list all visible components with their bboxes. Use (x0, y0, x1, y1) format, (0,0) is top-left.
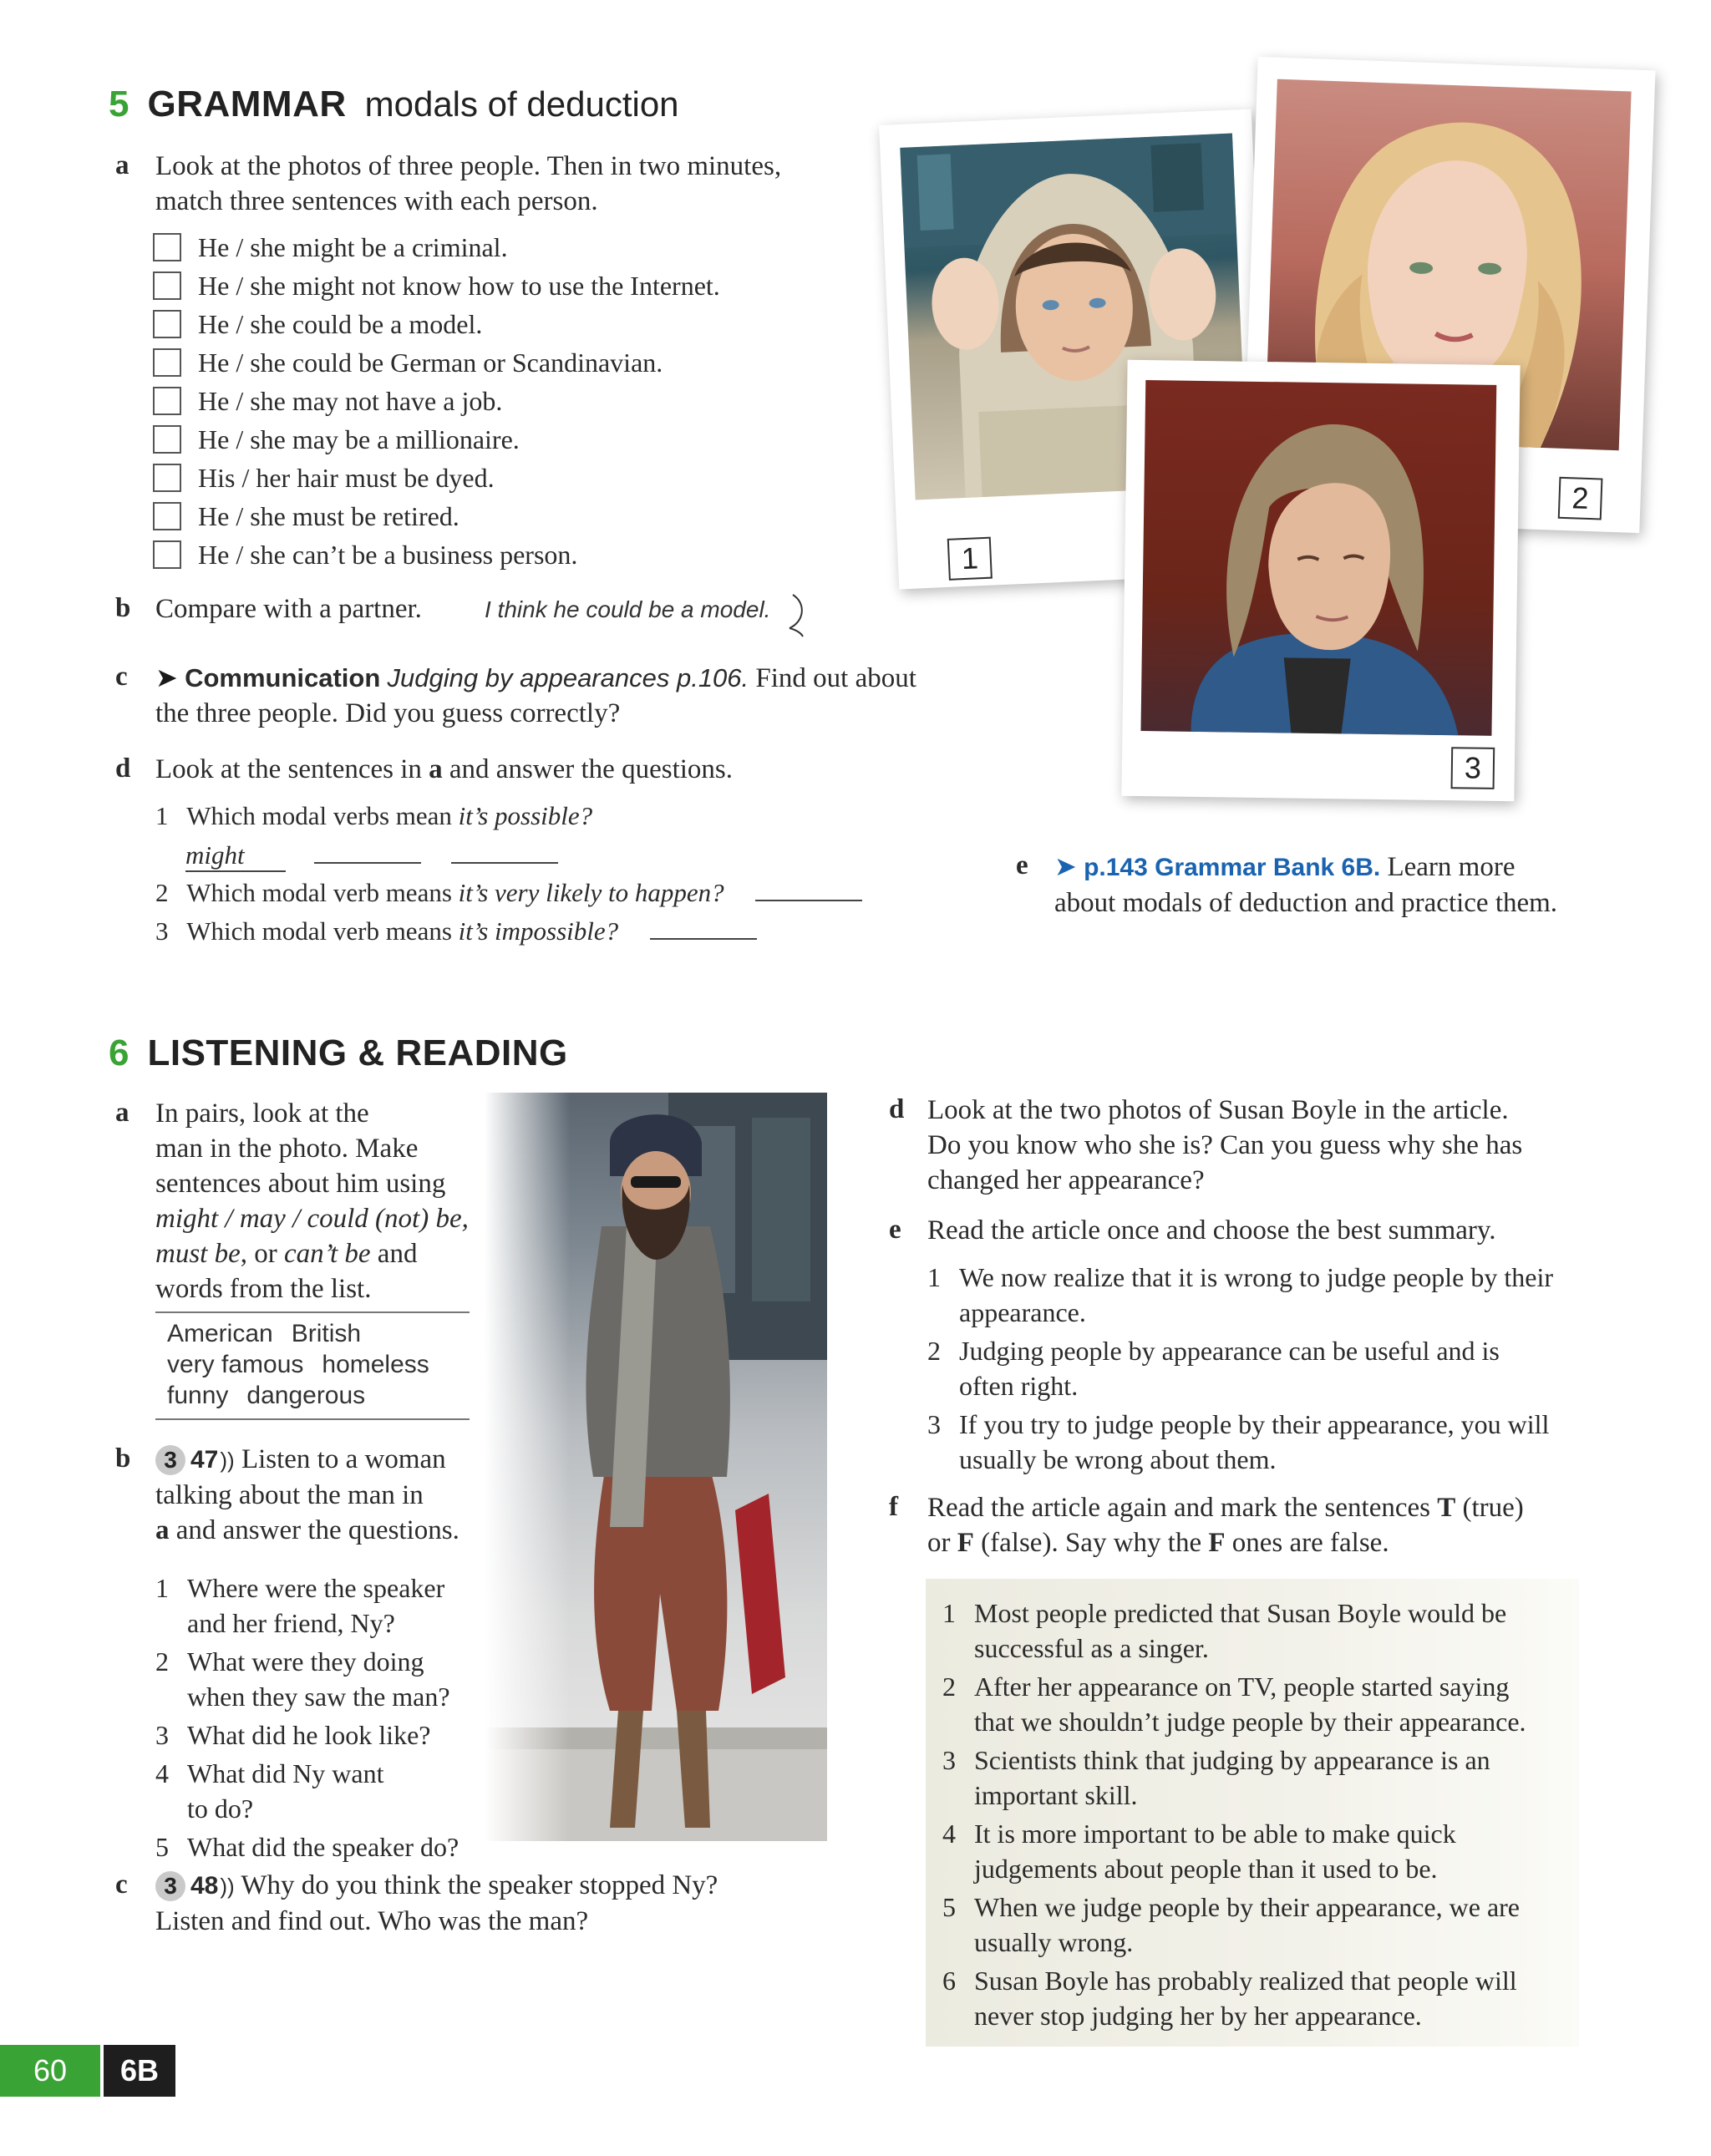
checklist-item (153, 307, 482, 341)
question-text: What were they doing (187, 1646, 424, 1677)
checklist-item (153, 423, 520, 456)
word-list (167, 1318, 429, 1411)
statement-item (942, 1816, 1526, 1886)
word-list-item: very famous (167, 1351, 304, 1378)
question-number: 1 (155, 801, 169, 830)
exercise-letter-e: e (889, 1215, 901, 1245)
listening-questions (155, 1570, 459, 1864)
checklist-text: He / she might be a criminal. (198, 231, 508, 262)
exercise-6c-text (155, 1868, 718, 1939)
audio-track-number: 47 (190, 1446, 219, 1474)
answer-blank[interactable] (650, 915, 757, 940)
question-number: 3 (155, 1720, 169, 1750)
checklist-item (153, 346, 663, 379)
exercise-letter-d: d (115, 753, 131, 784)
checklist-text: He / she might not know how to use the Internet. (198, 270, 720, 301)
exercise-5a-instructions (155, 149, 874, 219)
instruction-line: sentences about him using (155, 1169, 446, 1199)
summary-option[interactable] (927, 1407, 1553, 1477)
checkbox[interactable] (153, 348, 181, 377)
statement-text: It is more important to be able to make quick (974, 1819, 1456, 1849)
question-number: 3 (155, 916, 169, 946)
question-text: Which modal verbs mean (186, 801, 459, 830)
unit-label: 6B (104, 2045, 175, 2097)
instruction-text: Learn more (1380, 852, 1516, 882)
instruction-text: , or (240, 1239, 284, 1269)
listening-question (155, 1570, 459, 1641)
option-number: 2 (927, 1336, 941, 1366)
checklist-text: He / she must be retired. (198, 500, 459, 531)
grammar-bank-link[interactable]: p.143 Grammar Bank 6B. (1084, 854, 1381, 881)
photo-older-woman (1140, 380, 1496, 736)
option-text: often right. (959, 1371, 1079, 1401)
question-2 (155, 875, 862, 911)
sound-icon: )) (220, 1448, 235, 1473)
statement-item (942, 1963, 1526, 2033)
statement-text: usually wrong. (974, 1927, 1134, 1957)
summary-options (927, 1260, 1553, 1477)
instruction-italic: must be (155, 1239, 241, 1269)
exercise-5d-intro (155, 752, 733, 787)
checkbox[interactable] (153, 425, 181, 454)
photo-man-street (485, 1093, 827, 1841)
question-1 (155, 799, 592, 834)
question-italic: it’s very likely to happen? (458, 878, 724, 907)
instruction-line: In pairs, look at the (155, 1098, 369, 1129)
instruction-bold: T (1437, 1493, 1456, 1523)
instruction-text: Read the article again and mark the sentences (927, 1493, 1438, 1523)
answer-blank[interactable] (755, 876, 862, 901)
statement-number: 4 (942, 1819, 956, 1849)
instruction-line: about modals of deduction and practice them. (1054, 888, 1558, 918)
divider (155, 1311, 470, 1313)
checkbox[interactable] (153, 502, 181, 530)
checkbox[interactable] (153, 310, 181, 338)
checkbox[interactable] (153, 387, 181, 415)
instruction-line: Look at the photos of three people. Then in two minutes, (155, 151, 782, 181)
arrow-icon: ➤ (1054, 850, 1077, 882)
answer-blank[interactable] (314, 839, 421, 864)
statement-text: Most people predicted that Susan Boyle would be (974, 1598, 1507, 1628)
question-text: What did the speaker do? (187, 1832, 459, 1862)
question-text: What did he look like? (187, 1720, 431, 1750)
instruction-bold: F (1208, 1528, 1226, 1558)
statement-text: important skill. (974, 1780, 1138, 1810)
checklist-text: He / she can’t be a business person. (198, 539, 578, 570)
option-text: We now realize that it is wrong to judge people by their (959, 1262, 1553, 1292)
instruction-text: ones are false. (1225, 1528, 1389, 1558)
word-list-item: British (291, 1320, 362, 1347)
statement-item (942, 1669, 1526, 1739)
checklist-text: He / she may be a millionaire. (198, 424, 520, 454)
question-number: 1 (155, 1573, 169, 1603)
word-list-item: funny (167, 1382, 229, 1409)
photo-card-3 (1121, 360, 1520, 802)
checklist-item (153, 269, 720, 302)
instruction-text: and (370, 1239, 418, 1269)
statement-text: that we shouldn’t judge people by their appearance. (974, 1707, 1526, 1737)
instruction-text: or (927, 1528, 957, 1558)
page-number: 60 (0, 2045, 100, 2097)
question-number: 2 (155, 878, 169, 907)
photo-number-label: 2 (1558, 477, 1603, 520)
question-3 (155, 914, 757, 949)
instruction-line: Look at the two photos of Susan Boyle in the article. (927, 1095, 1509, 1125)
question-number: 5 (155, 1832, 169, 1862)
question-text: Which modal verb means (186, 916, 459, 946)
checklist-text: He / she could be a model. (198, 308, 483, 339)
question-text: Where were the speaker (187, 1573, 445, 1603)
word-list-item: American (167, 1320, 273, 1347)
section-subtitle: modals of deduction (364, 84, 679, 124)
listening-question (155, 1644, 459, 1714)
audio-track-badge[interactable] (155, 1869, 235, 1904)
section-number: 6 (109, 1032, 129, 1073)
exercise-6f-intro (927, 1490, 1524, 1560)
statement-item (942, 1595, 1526, 1666)
checklist-item (153, 231, 508, 264)
checklist-item (153, 384, 502, 418)
arrow-icon: ➤ (155, 662, 178, 693)
statement-number: 5 (942, 1892, 956, 1922)
question-text: when they saw the man? (187, 1682, 450, 1712)
listening-question (155, 1717, 459, 1753)
word-list-item: homeless (322, 1351, 429, 1378)
instruction-text: (false). Say why the (973, 1528, 1209, 1558)
exercise-letter-b: b (115, 593, 131, 623)
audio-cd-number: 3 (155, 1871, 185, 1901)
statement-text: Susan Boyle has probably realized that people will (974, 1966, 1517, 1996)
word-list-item: dangerous (246, 1382, 366, 1409)
checkbox[interactable] (153, 540, 181, 569)
question-text: to do? (187, 1793, 254, 1824)
question-text: Which modal verb means (186, 878, 459, 907)
option-text: Judging people by appearance can be useful and is (959, 1336, 1500, 1366)
audio-track-number: 48 (190, 1872, 219, 1900)
sound-icon: )) (220, 1874, 235, 1899)
exercise-6b-text (155, 1442, 459, 1548)
exercise-letter-b: b (115, 1443, 131, 1474)
exercise-6a-text (155, 1096, 490, 1306)
checkbox[interactable] (153, 233, 181, 261)
checklist-text: He / she may not have a job. (198, 385, 503, 416)
instruction-line: Do you know who she is? Can you guess why she has (927, 1130, 1523, 1160)
exercise-letter-a: a (115, 150, 129, 180)
answer-example: might (185, 840, 286, 872)
exercise-5c-text (155, 660, 974, 731)
question-italic: it’s impossible? (458, 916, 619, 946)
exercise-letter-f: f (889, 1492, 898, 1522)
statement-text: Scientists think that judging by appearance is an (974, 1745, 1490, 1775)
statement-text: After her appearance on TV, people started saying (974, 1672, 1510, 1702)
exercise-5e-text (1054, 849, 1557, 921)
statement-text: judgements about people than it used to be. (974, 1854, 1438, 1884)
communication-link[interactable]: Communication (185, 663, 381, 692)
question-number: 4 (155, 1758, 169, 1788)
question-number: 2 (155, 1646, 169, 1677)
summary-option[interactable] (927, 1260, 1553, 1330)
checkbox[interactable] (153, 271, 181, 300)
option-text: appearance. (959, 1297, 1086, 1327)
exercise-5b-text: Compare with a partner. (155, 594, 422, 624)
section-5-heading (109, 84, 679, 134)
question-text: and her friend, Ny? (187, 1608, 395, 1638)
exercise-letter-c: c (115, 662, 128, 692)
exercise-letter-e: e (1016, 850, 1028, 880)
speech-example: I think he could be a model. (485, 596, 771, 622)
answer-blanks-1 (185, 839, 558, 872)
photo-number-label: 1 (947, 537, 993, 581)
instruction-line: changed her appearance? (927, 1165, 1205, 1195)
statement-text: never stop judging her by her appearance. (974, 2001, 1422, 2031)
divider (155, 1418, 470, 1420)
section-number: 5 (109, 84, 129, 124)
statement-item (942, 1743, 1526, 1813)
audio-track-badge[interactable] (155, 1443, 235, 1478)
option-number: 1 (927, 1262, 941, 1292)
section-title: GRAMMAR (147, 84, 347, 124)
photo-number-label: 3 (1451, 747, 1495, 789)
option-text: If you try to judge people by their appearance, you will (959, 1409, 1550, 1439)
statement-item (942, 1890, 1526, 1960)
exercise-letter-c: c (115, 1869, 128, 1900)
instruction-text: Why do you think the speaker stopped Ny? (234, 1870, 718, 1900)
instruction-text: and answer the questions. (442, 754, 733, 784)
audio-cd-number: 3 (155, 1445, 185, 1475)
summary-option[interactable] (927, 1333, 1553, 1403)
checklist-item (153, 500, 459, 533)
exercise-letter-a: a (115, 1098, 129, 1128)
listening-question (155, 1756, 459, 1826)
instruction-line: Listen and find out. Who was the man? (155, 1906, 589, 1936)
statement-number: 1 (942, 1598, 956, 1628)
statement-number: 6 (942, 1966, 956, 1996)
checkbox[interactable] (153, 464, 181, 492)
option-text: usually be wrong about them. (959, 1444, 1277, 1474)
section-6-heading (109, 1032, 568, 1083)
instruction-bold: a (429, 754, 443, 784)
statement-text: When we judge people by their appearance, we are (974, 1892, 1520, 1922)
checklist-text: His / her hair must be dyed. (198, 462, 495, 493)
exercise-6d-text (927, 1093, 1522, 1198)
question-italic: it’s possible? (458, 801, 593, 830)
exercise-letter-d: d (889, 1094, 905, 1124)
instruction-italic: can’t be (284, 1239, 371, 1269)
true-false-statements (942, 1595, 1526, 2033)
communication-page-ref[interactable]: Judging by appearances p.106. (387, 663, 749, 692)
statement-number: 3 (942, 1745, 956, 1775)
checklist-item (153, 538, 577, 571)
statement-number: 2 (942, 1672, 956, 1702)
checklist-item (153, 461, 495, 495)
instruction-text: and answer the questions. (169, 1515, 459, 1545)
instruction-bold: F (957, 1528, 974, 1558)
listening-question (155, 1829, 459, 1864)
exercise-6e-intro: Read the article once and choose the best summary. (927, 1215, 1496, 1245)
instruction-text: Listen to a woman (234, 1444, 446, 1474)
instruction-line: talking about the man in (155, 1480, 424, 1510)
instruction-bold: a (155, 1515, 170, 1545)
instruction-line: words from the list. (155, 1274, 372, 1304)
statement-text: successful as a singer. (974, 1633, 1209, 1663)
instruction-text: Look at the sentences in (155, 754, 429, 784)
section-title: LISTENING & READING (147, 1032, 568, 1073)
question-text: What did Ny want (187, 1758, 384, 1788)
checklist-text: He / she could be German or Scandinavian. (198, 347, 663, 378)
speech-bubble-tail-icon (781, 591, 815, 638)
instruction-italic: might / may / could (not) be, (155, 1204, 469, 1234)
instruction-line: man in the photo. Make (155, 1134, 419, 1164)
instruction-line: the three people. Did you guess correctly? (155, 698, 621, 728)
option-number: 3 (927, 1409, 941, 1439)
instruction-text: Find out about (749, 663, 916, 693)
answer-blank[interactable] (451, 839, 558, 864)
instruction-text: (true) (1455, 1493, 1524, 1523)
instruction-line: match three sentences with each person. (155, 186, 598, 216)
